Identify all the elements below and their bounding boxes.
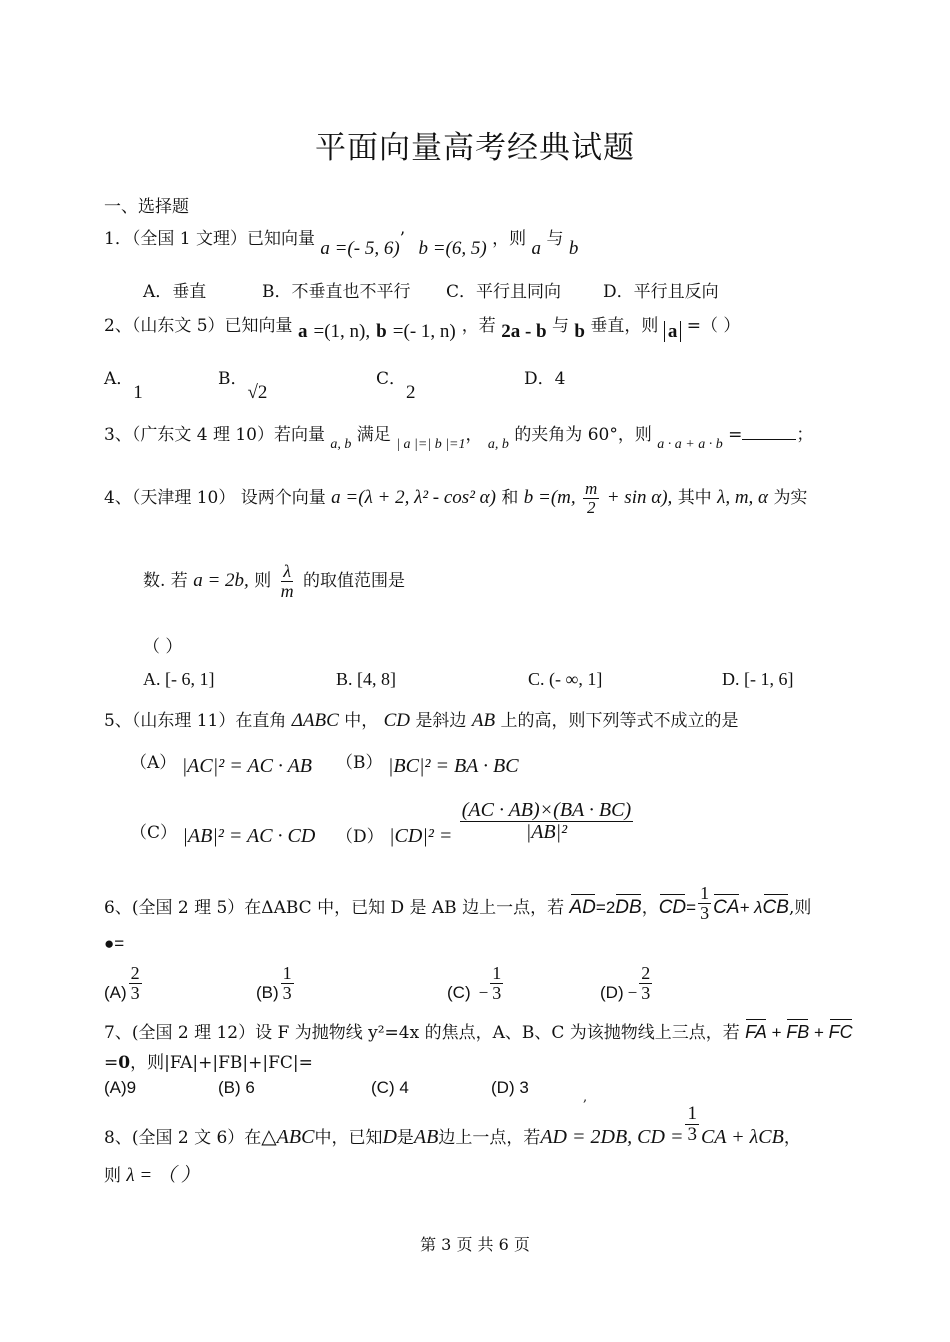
q5-option-a-expr: |AC|² = AC · AB (181, 755, 312, 777)
question-5 (104, 706, 738, 732)
q6-option-a-fraction (129, 964, 142, 1003)
q6-comma: ， (641, 897, 659, 918)
q6-option-d-den: 3 (641, 982, 651, 1003)
q6-option-b (256, 964, 296, 1003)
q6-option-c-num: 1 (492, 963, 502, 983)
q6-option-c-fraction (490, 964, 503, 1003)
q6-option-d-label: (D) (600, 982, 624, 1002)
q8-lambda-answer: λ = （ ） (126, 1165, 200, 1186)
q2-option-a (104, 364, 143, 403)
q8-fraction-den: 3 (687, 1123, 697, 1145)
q2-with: 与 (552, 316, 570, 336)
question-6 (104, 884, 811, 923)
q6-option-d-fraction (639, 964, 652, 1003)
q2-prefix: 2、（山东文 5）已知向量 (104, 316, 293, 336)
q5-option-c (130, 818, 316, 847)
q2-option-a-label: A． (104, 369, 134, 389)
q4-vector-b-start: b =(m, (523, 486, 576, 508)
q5-tail: 上的高，则下列等式不成立的是 (500, 711, 739, 731)
q5-is: 是斜边 (415, 711, 467, 731)
q8-line2-prefix: 则 (104, 1166, 121, 1186)
q2-vector-a-value: =(1, n), (313, 321, 371, 342)
q4-option-b: B. [4, 8] (336, 669, 396, 689)
q8-point-d: D (382, 1125, 397, 1148)
q4-then: 则 (254, 570, 272, 591)
q8-edge: 边上一点，若 (438, 1127, 541, 1148)
q6-option-d-sign: − (627, 982, 638, 1002)
q1-tail: ，则 (492, 229, 527, 249)
q3-vectors-2: a, b (487, 437, 509, 452)
q4-option-a: A. [- 6, 1] (143, 669, 215, 689)
q8-fraction (685, 1104, 699, 1145)
q7-vector-fb: FB (786, 1022, 810, 1042)
q7-vector-fa: FA (745, 1022, 767, 1042)
q6-equals: = (686, 897, 697, 917)
section-heading: 一、选择题 (104, 197, 189, 217)
q7-stray-mark: , (583, 1090, 588, 1105)
q3-equals: = (728, 425, 743, 445)
q2-condition: 2a - b (501, 321, 547, 342)
q3-prefix: 3、（广东文 4 理 10）若向量 (104, 425, 325, 445)
q8-triangle: △ABC (261, 1125, 315, 1148)
q2-abs-a: a (664, 321, 682, 342)
q7-option-b: (B) 6 (218, 1078, 255, 1097)
q5-mid: 中， (344, 711, 379, 731)
question-4 (104, 480, 807, 517)
q4-range: 的取值范围是 (303, 570, 406, 591)
q5-option-d-num: (AC · AB)×(BA · BC) (461, 799, 632, 821)
q1-option-c: C．平行且同向 (446, 282, 562, 302)
q6-option-b-fraction (281, 964, 294, 1003)
page-number-footer: 第 3 页 共 6 页 (420, 1235, 530, 1254)
q6-text: 6、(全国 2 理 5）在ΔABC 中，已知 D 是 AB 边上一点，若 (104, 897, 565, 918)
q2-option-c-label: C． (376, 369, 407, 389)
q7-line2-prefix: = (104, 1053, 119, 1073)
q7-option-c: (C) 4 (371, 1078, 409, 1097)
q4-option-c: C. (- ∞, 1] (528, 669, 603, 689)
q6-option-b-den: 3 (282, 982, 292, 1003)
q6-option-a-den: 3 (130, 982, 140, 1003)
q6-then: ,则 (788, 897, 812, 918)
q6-fraction-num: 1 (700, 883, 710, 903)
q4-condition: a = 2b, (193, 569, 249, 591)
q4-vector-a: a =(λ + 2, λ² - cos² α) (331, 486, 496, 508)
q4-lambda-over-m (279, 562, 296, 601)
q8-fraction-num: 1 (687, 1103, 697, 1124)
q7-line2-post: ，则|FA|+|FB|+|FC|= (130, 1053, 313, 1073)
q2-option-c (376, 364, 416, 403)
q5-option-d (336, 799, 635, 847)
q8-is: 是 (396, 1127, 414, 1148)
q7-line-2 (104, 1048, 313, 1073)
q4-line-2 (143, 562, 405, 601)
q1-vector-a: a =(- 5, 6) (320, 238, 400, 259)
question-2 (104, 311, 741, 342)
q6-option-d-num: 2 (641, 963, 651, 983)
q2-option-a-value: 1 (133, 382, 143, 403)
q6-option-d (600, 964, 654, 1003)
q1-vector-b: b =(6, 5) (418, 238, 487, 259)
q3-answer-blank[interactable] (742, 425, 796, 440)
q3-vectors: a, b (330, 437, 352, 452)
q5-option-d-fraction (460, 800, 633, 843)
q6-vector-cb: CB (762, 896, 789, 918)
q7-vector-fc: FC (828, 1022, 853, 1042)
q4-where: 其中 (677, 487, 712, 508)
q2-vector-b-value: =(- 1, n) (392, 321, 456, 342)
question-8 (104, 1103, 801, 1148)
q6-vector-ad: AD (569, 896, 596, 918)
q8-comma: ， (783, 1127, 801, 1148)
q3-condition: | a |=| b |=1 (396, 437, 466, 452)
q4-variables: λ, m, α (717, 486, 769, 508)
q2-equals: =（ ） (686, 316, 741, 336)
q6-line-2: ●= (104, 934, 125, 953)
q5-option-d-label: （D） (336, 827, 384, 847)
q4-vector-b-end: + sin α), (606, 486, 673, 508)
q5-option-d-den: |AB|² (525, 821, 568, 843)
question-1: 1．（全国 1 文理）已知向量 a =(- 5, 6)’ b =(6, 5) ，则 a 与 b (104, 229, 579, 259)
q4-fraction-den: 2 (586, 497, 596, 517)
q5-prefix: 5、（山东理 11）在直角 (104, 711, 287, 731)
q2-option-b-label: B． (218, 369, 248, 389)
q5-ab: AB (471, 710, 496, 731)
q7-option-d: (D) 3 (491, 1078, 529, 1097)
q5-option-a (130, 748, 312, 777)
q1-tail-a: a (531, 238, 542, 259)
q8-line-2 (104, 1160, 200, 1187)
q6-plus-lambda: + λ (739, 897, 763, 917)
q4-line2-prefix: 数. 若 (143, 570, 188, 591)
q6-fraction (698, 884, 711, 923)
q1-tail-with: 与 (546, 229, 564, 249)
q2-vector-a: a (297, 321, 308, 342)
q4-and: 和 (501, 487, 519, 508)
q6-eq2: =2 (595, 897, 616, 917)
q3-expression: a · a + a · b (657, 437, 723, 452)
q6-option-c-sign: − (478, 982, 489, 1002)
q6-fraction-den: 3 (700, 902, 710, 923)
q5-option-b-label: （B） (336, 753, 383, 773)
q5-option-c-label: （C） (130, 823, 178, 843)
q6-option-c (447, 964, 505, 1003)
q1-tail-b: b (568, 238, 579, 259)
q3-angle: 的夹角为 60°，则 (514, 425, 652, 445)
q5-option-a-label: （A） (130, 753, 177, 773)
q2-vector-b: b (376, 321, 387, 342)
q6-option-a-label: (A) (104, 982, 127, 1002)
q4-answer-paren: （ ） (143, 637, 183, 657)
q4-option-d: D. [- 1, 6] (722, 669, 794, 689)
q2-option-d: D．4 (524, 369, 566, 389)
q6-option-c-den: 3 (492, 982, 502, 1003)
q3-satisfy: 满足 (356, 425, 391, 445)
q6-option-b-label: (B) (256, 982, 279, 1002)
q5-option-c-expr: |AB|² = AC · CD (182, 825, 316, 847)
q3-comma: ， (465, 425, 483, 445)
q2-perpendicular: 垂直，则 (590, 316, 659, 336)
q5-option-b-expr: |BC|² = BA · BC (387, 755, 519, 777)
question-3: 3、（广东文 4 理 10）若向量 $_{a, b}$ 满足 $_{| a |=| b |=1}$， $_{a, b}$ 的夹角为 60°，则 $_{a \cdot a + a \cdot b}$ = ； (104, 425, 814, 452)
q8-expression-2: CA + λCB (700, 1125, 784, 1148)
q2-vector-b2: b (574, 321, 585, 342)
q5-option-d-lhs: |CD|² = (389, 825, 453, 847)
q8-expression-1: AD = 2DB, CD = (540, 1125, 684, 1148)
q5-option-b (336, 748, 519, 777)
q6-vector-db: DB (615, 896, 642, 918)
q2-option-b-value: √2 (247, 382, 268, 403)
q7-option-a: (A)9 (104, 1078, 137, 1097)
q8-ab: AB (413, 1125, 439, 1148)
q2-if: ，若 (461, 316, 496, 336)
q1-option-a: A．垂直 (143, 282, 207, 302)
q7-zero-vector: 0 (118, 1053, 131, 1073)
q6-vector-ca: CA (713, 896, 740, 918)
q8-text: 8、(全国 2 文 6）在 (104, 1127, 262, 1148)
q4-fraction-num: m (585, 479, 598, 498)
q4-real: 为实 (773, 487, 808, 508)
q6-option-a (104, 964, 144, 1003)
q1-prefix: 1．（全国 1 文理）已知向量 (104, 229, 315, 249)
q4-lambda: λ (283, 561, 291, 581)
q1-option-d: D．平行且反向 (603, 282, 719, 302)
q6-option-a-num: 2 (130, 963, 140, 983)
q4-prefix: 4、（天津理 10） 设两个向量 (104, 487, 326, 508)
q4-m: m (280, 580, 294, 601)
q6-vector-cd: CD (658, 896, 687, 918)
q7-text: 7、(全国 2 理 12）设 F 为抛物线 y²=4x 的焦点，A、B、C 为该抛物线上三点，若 (104, 1023, 740, 1043)
q2-option-c-value: 2 (406, 382, 416, 403)
q5-triangle: ΔABC (291, 710, 339, 731)
page-title: 平面向量高考经典试题 (315, 130, 635, 166)
q1-option-b: B．不垂直也不平行 (262, 282, 411, 302)
question-7: 7、(全国 2 理 12）设 F 为抛物线 y²=4x 的焦点，A、B、C 为该抛物线上三点，若 FA + FB + FC (104, 1022, 853, 1043)
q6-option-c-label: (C) (447, 982, 471, 1002)
q8-mid: 中，已知 (314, 1127, 383, 1148)
q5-cd: CD (383, 710, 411, 731)
q4-fraction (583, 480, 599, 517)
q6-option-b-num: 1 (282, 963, 292, 983)
q2-option-b (218, 364, 268, 403)
